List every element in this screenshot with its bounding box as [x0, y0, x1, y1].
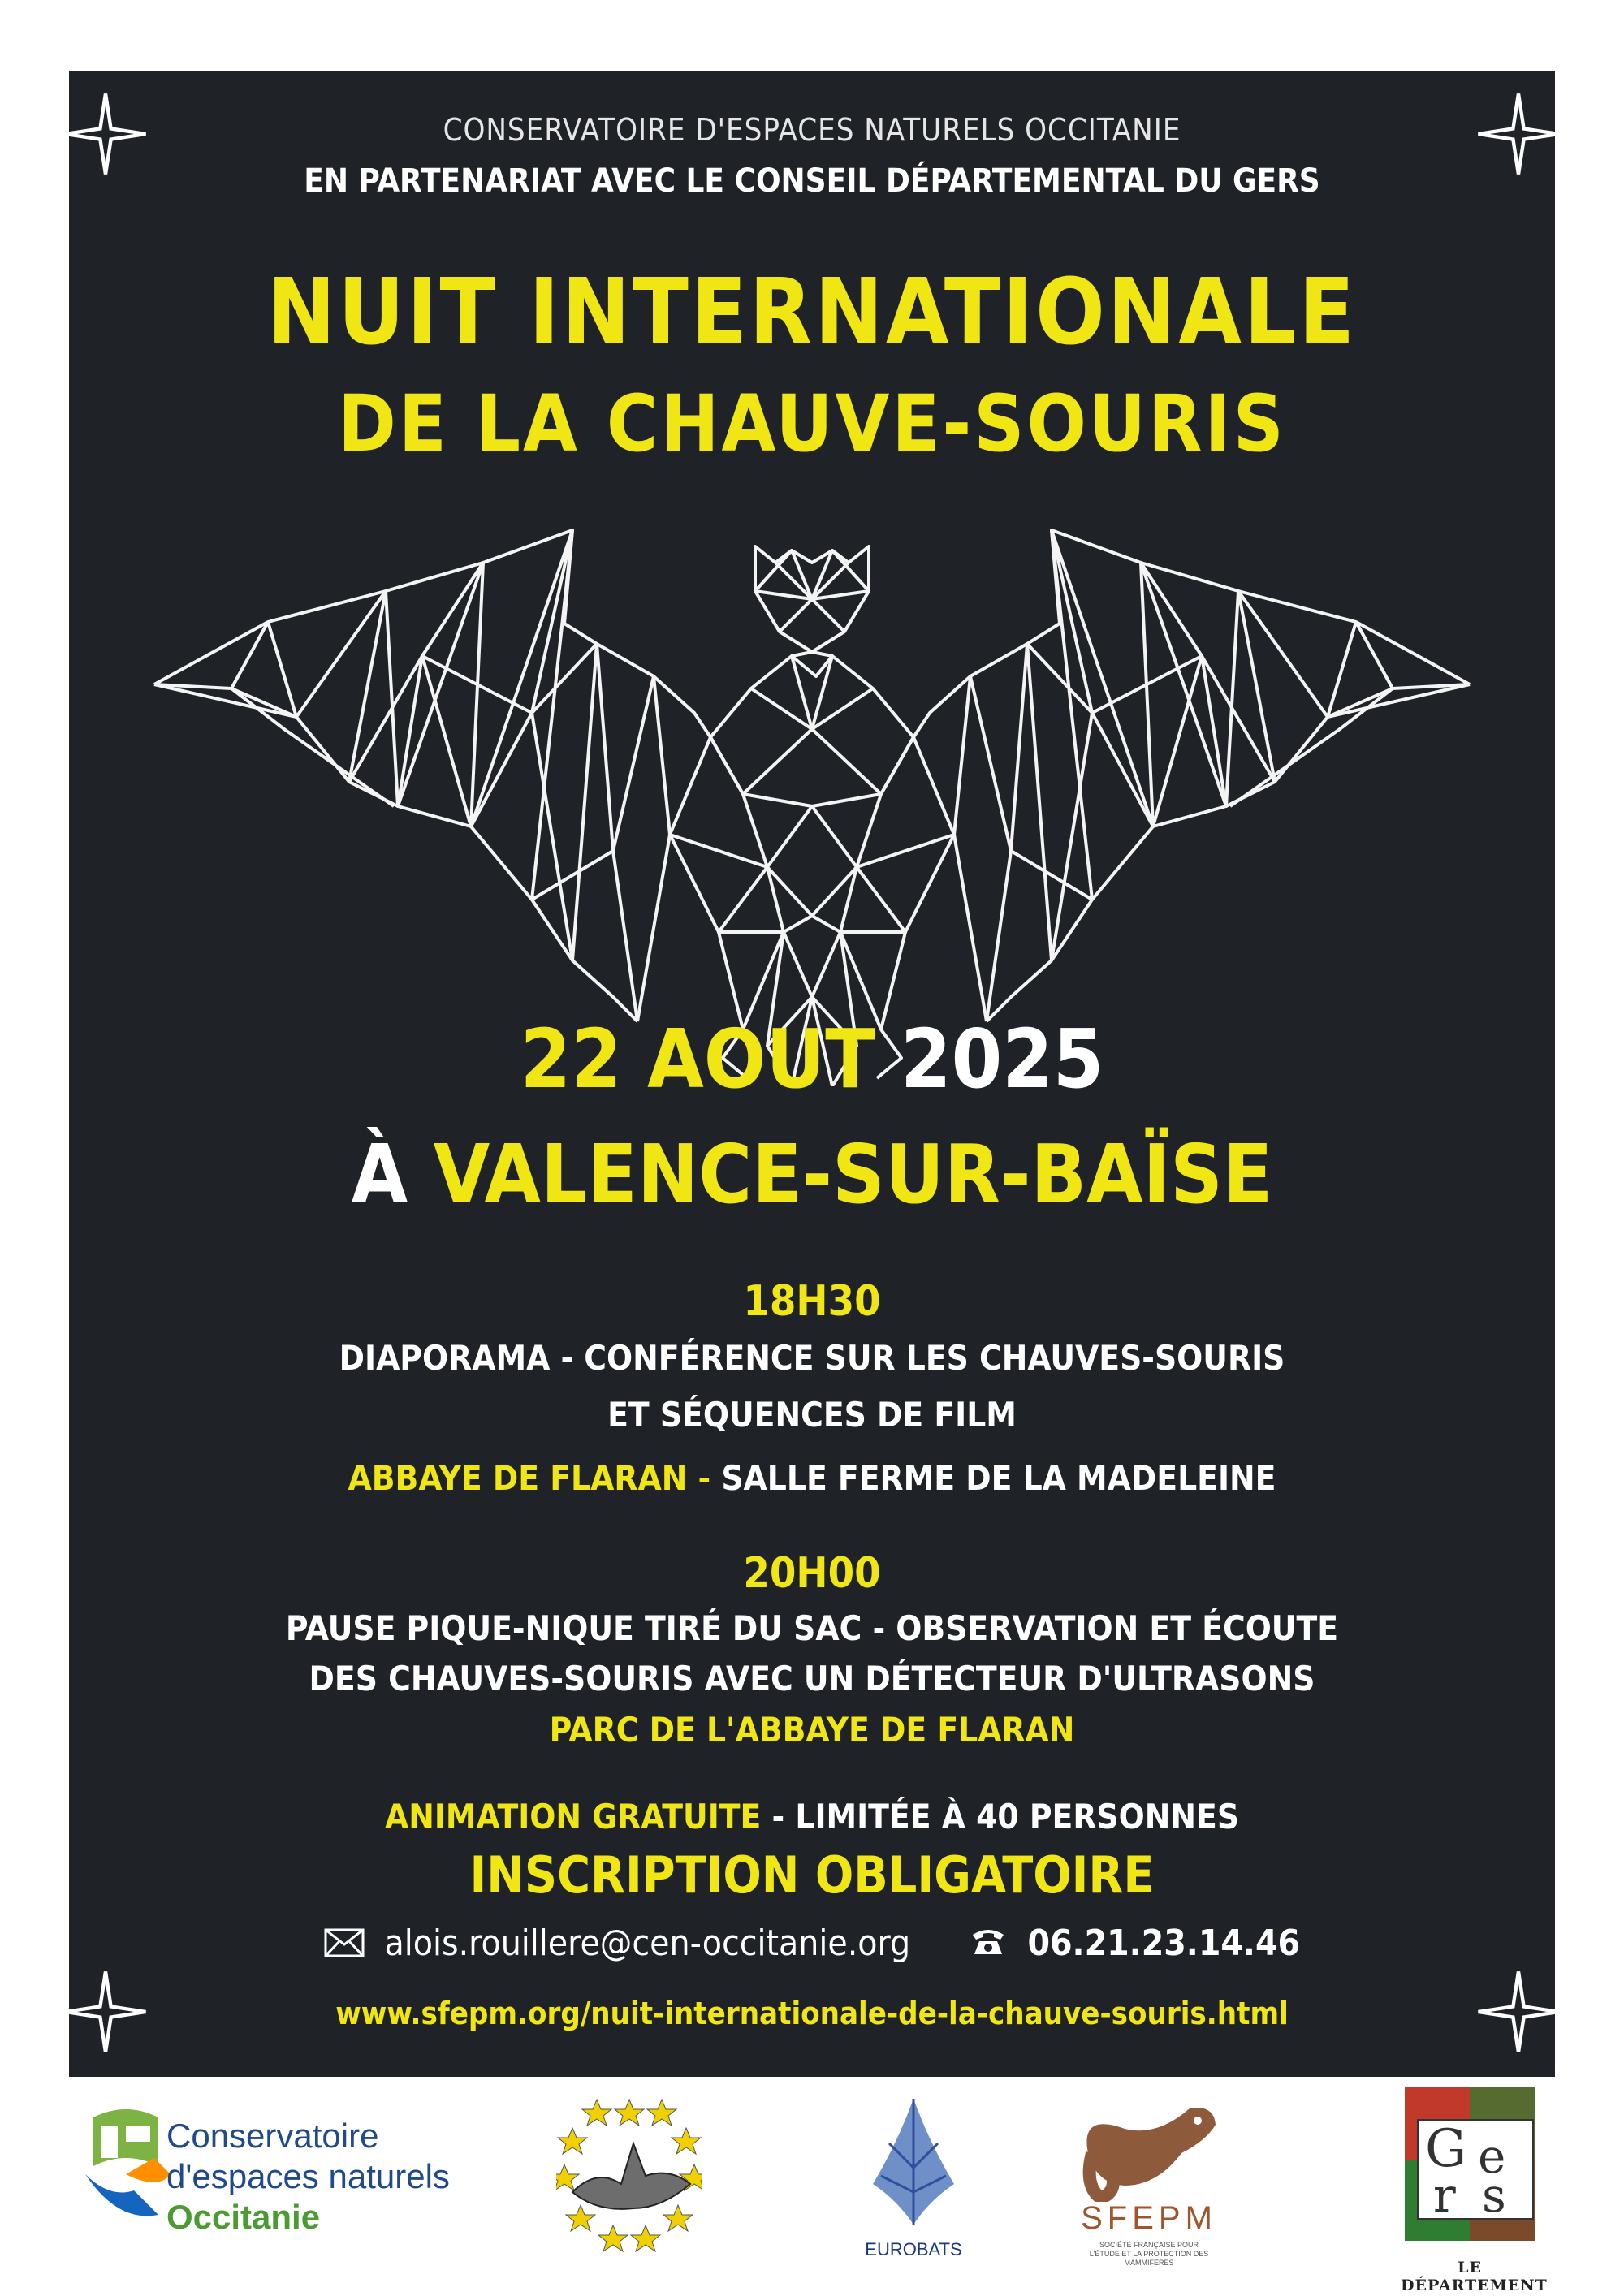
- gers-departement-logo: [1401, 2087, 1548, 2294]
- eurobats-caption: EUROBATS: [865, 2239, 962, 2259]
- registration-required: INSCRIPTION OBLIGATOIRE: [469, 1845, 1155, 1905]
- event1-venue: [69, 1458, 1555, 1498]
- gers-letter-r: r: [1433, 2168, 1456, 2223]
- bat-illustration: [150, 526, 1474, 1086]
- sfepm-caption: SFEPM: [1081, 2200, 1217, 2236]
- event-date: [69, 1012, 1555, 1107]
- date-year: 2025: [900, 1012, 1104, 1107]
- contact-line: [69, 1923, 1555, 1966]
- partner-logos: [0, 2078, 1624, 2296]
- free-event-line: [69, 1797, 1555, 1836]
- gers-caption: LE DÉPARTEMENT: [1401, 2259, 1548, 2294]
- event1-venue-room: SALLE FERME DE LA MADELEINE: [721, 1458, 1276, 1498]
- cen-occitanie-logo: [77, 2101, 491, 2239]
- cen-logo-line3: Occitanie: [166, 2198, 321, 2236]
- sfepm-logo: [1076, 2096, 1222, 2267]
- contact-email[interactable]: alois.rouillere@cen-occitanie.org: [384, 1923, 911, 1964]
- eu-bat-logo: [556, 2095, 702, 2257]
- event2-description-line2: DES CHAUVES-SOURIS AVEC UN DÉTECTEUR D'ULTRASONS: [309, 1659, 1315, 1698]
- envelope-icon: [324, 1925, 365, 1966]
- contact-phone[interactable]: 06.21.23.14.46: [1027, 1923, 1301, 1964]
- cen-logo-line1: Conservatoire: [166, 2117, 379, 2155]
- contact-phone-group: [970, 1923, 1300, 1964]
- website-link[interactable]: www.sfepm.org/nuit-internationale-de-la-chauve-souris.html: [335, 1996, 1289, 2031]
- title-line2: DE LA CHAUVE-SOURIS: [338, 378, 1286, 469]
- date-day-month: 22 AOUT: [520, 1012, 875, 1107]
- place-prefix: À: [351, 1127, 408, 1222]
- telephone-icon: [970, 1925, 1007, 1966]
- eurobats-logo: [853, 2095, 974, 2265]
- event2-time: 20H00: [743, 1549, 881, 1598]
- event2-description-line1: PAUSE PIQUE-NIQUE TIRÉ DU SAC - OBSERVATION ET ÉCOUTE: [285, 1608, 1339, 1648]
- free-event-label: ANIMATION GRATUITE: [384, 1797, 762, 1836]
- event1-description-line1: DIAPORAMA - CONFÉRENCE SUR LES CHAUVES-SOURIS: [339, 1338, 1285, 1378]
- event1-time: 18H30: [743, 1277, 881, 1326]
- poster: [69, 71, 1555, 2077]
- capacity-limit: - LIMITÉE À 40 PERSONNES: [771, 1797, 1240, 1836]
- place-town: VALENCE-SUR-BAÏSE: [433, 1127, 1273, 1222]
- event1-description-line2: ET SÉQUENCES DE FILM: [607, 1395, 1017, 1435]
- event1-venue-name: ABBAYE DE FLARAN -: [348, 1458, 711, 1498]
- gers-letter-g: G: [1425, 2119, 1467, 2179]
- gers-letter-s: s: [1482, 2168, 1506, 2223]
- event-place: [69, 1127, 1555, 1222]
- event2-venue: PARC DE L'ABBAYE DE FLARAN: [549, 1710, 1075, 1750]
- cen-logo-line2: d'espaces naturels: [166, 2157, 450, 2195]
- sfepm-subtitle: SOCIÉTÉ FRANÇAISE POUR L'ÉTUDE ET LA PROTECTION DES MAMMIFÈRES: [1089, 2241, 1209, 2267]
- partnership-line: EN PARTENARIAT AVEC LE CONSEIL DÉPARTEMENTAL DU GERS: [304, 162, 1320, 200]
- gers-letter-e: e: [1478, 2129, 1506, 2184]
- organizer-line: CONSERVATOIRE D'ESPACES NATURELS OCCITANIE: [443, 112, 1181, 148]
- title-line1: NUIT INTERNATIONALE: [266, 260, 1358, 365]
